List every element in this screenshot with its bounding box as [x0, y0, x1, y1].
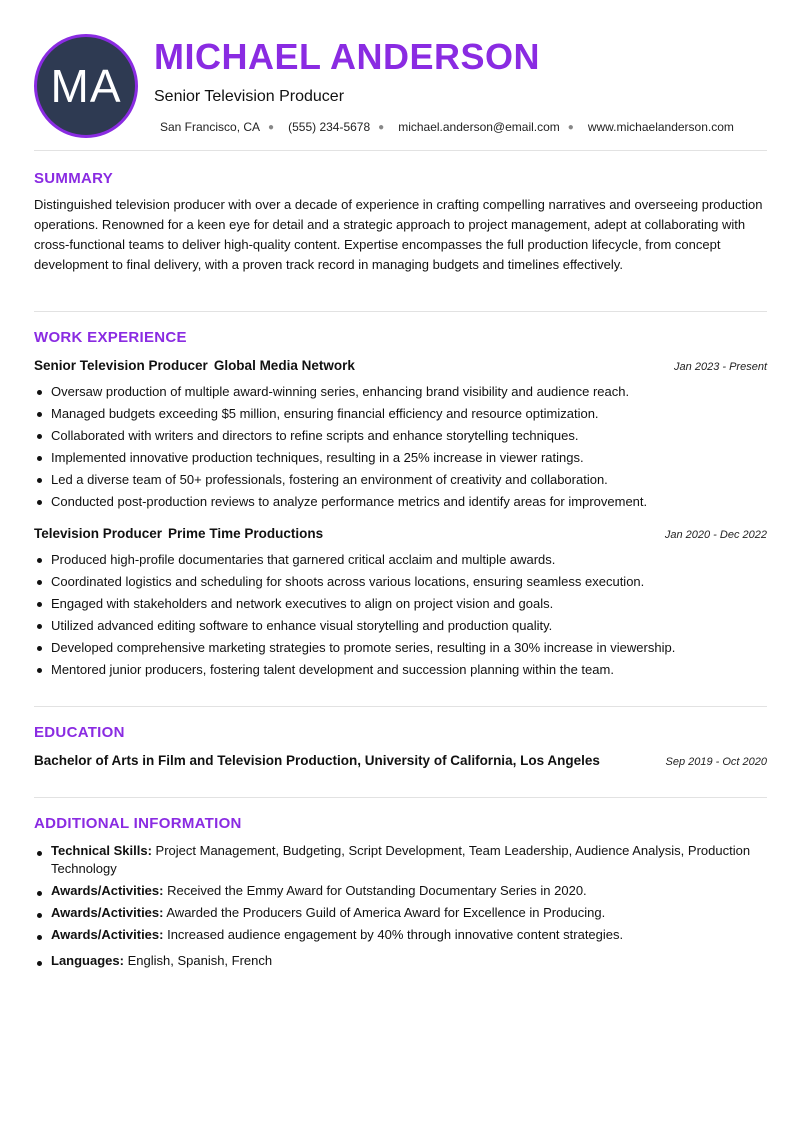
list-item: Conducted post-production reviews to analyze performance metrics and identify areas for improvement.: [34, 491, 767, 513]
divider: [34, 311, 767, 312]
job-title-line: [34, 358, 355, 373]
list-item: [34, 952, 767, 970]
item-label: Awards/Activities:: [51, 927, 164, 942]
separator-dot: ●: [567, 121, 574, 133]
contact-email-link[interactable]: michael.anderson@email.com: [398, 120, 560, 134]
contact-website-link[interactable]: www.michaelanderson.com: [587, 120, 734, 134]
item-text: Increased audience engagement by 40% through innovative content strategies.: [167, 927, 624, 942]
list-item: Produced high-profile documentaries that garnered critical acclaim and multiple awards.: [34, 549, 767, 571]
contact-phone: (555) 234-5678: [288, 120, 371, 134]
list-item: Developed comprehensive marketing strategies to promote series, resulting in a 30% increase in viewership.: [34, 637, 767, 659]
job-bullets: [34, 381, 767, 513]
list-item: Mentored junior producers, fostering talent development and succession planning within the team.: [34, 659, 767, 681]
list-item: Managed budgets exceeding $5 million, ensuring financial efficiency and resource optimization.: [34, 403, 767, 425]
item-label: Technical Skills:: [51, 843, 152, 858]
additional-info-list: [34, 842, 767, 974]
list-item: [34, 926, 767, 944]
candidate-name: MICHAEL ANDERSON: [154, 36, 541, 77]
separator-dot: ●: [378, 121, 385, 133]
item-text: Awarded the Producers Guild of America Award for Excellence in Producing.: [166, 905, 606, 920]
job-header: [34, 358, 767, 373]
job-company: Prime Time Productions: [168, 526, 324, 541]
item-label: Awards/Activities:: [51, 883, 164, 898]
divider: [34, 706, 767, 707]
contact-info: [160, 120, 734, 134]
avatar: [34, 34, 138, 138]
list-item: Utilized advanced editing software to enhance visual storytelling and production quality.: [34, 615, 767, 637]
item-text: Received the Emmy Award for Outstanding Documentary Series in 2020.: [167, 883, 587, 898]
item-label: Languages:: [51, 953, 124, 968]
separator-dot: ●: [268, 121, 275, 133]
job-dates: Jan 2020 - Dec 2022: [664, 529, 767, 541]
additional-info-heading: ADDITIONAL INFORMATION: [34, 815, 242, 832]
contact-location: San Francisco, CA: [160, 120, 261, 134]
list-item: Coordinated logistics and scheduling for shoots across various locations, ensuring seamless execution.: [34, 571, 767, 593]
summary-heading: SUMMARY: [34, 170, 114, 187]
list-item: Led a diverse team of 50+ professionals, fostering an environment of creativity and collaboration.: [34, 469, 767, 491]
list-item: Implemented innovative production techniques, resulting in a 25% increase in viewer ratings.: [34, 447, 767, 469]
education-heading: EDUCATION: [34, 724, 125, 741]
list-item: [34, 882, 767, 900]
list-item: Oversaw production of multiple award-winning series, enhancing brand visibility and audience reach.: [34, 381, 767, 403]
job-title-line: [34, 526, 323, 541]
job-company: Global Media Network: [213, 358, 355, 373]
work-experience-heading: WORK EXPERIENCE: [34, 329, 187, 346]
list-item: [34, 842, 767, 878]
job-title: Senior Television Producer: [34, 358, 208, 373]
job-bullets: [34, 549, 767, 681]
education-entry: [34, 753, 767, 768]
education-dates: Sep 2019 - Oct 2020: [665, 756, 767, 768]
avatar-initials: MA: [50, 60, 122, 112]
candidate-title: Senior Television Producer: [154, 88, 345, 105]
summary-text: Distinguished television producer with over a decade of experience in crafting compelling narratives and overseeing production operations. Renowned for a keen eye for detail and a strategic approach to project management, adept at collaborating with cross-functional teams to deliver high-quality content. Expertise encompasses the full production lifecycle, from concept development to final delivery, with a proven track record in managing budgets and timelines effectively.: [34, 197, 763, 272]
item-label: Awards/Activities:: [51, 905, 164, 920]
divider: [34, 150, 767, 151]
list-item: Collaborated with writers and directors to refine scripts and enhance storytelling techniques.: [34, 425, 767, 447]
education-degree: Bachelor of Arts in Film and Television Production, University of California, Los Angeles: [34, 753, 600, 768]
job-header: [34, 526, 767, 541]
list-item: [34, 904, 767, 922]
item-text: Project Management, Budgeting, Script Development, Team Leadership, Audience Analysis, Production Technology: [51, 843, 751, 876]
job-dates: Jan 2023 - Present: [674, 361, 767, 373]
job-title: Television Producer: [34, 526, 163, 541]
divider: [34, 797, 767, 798]
list-item: Engaged with stakeholders and network executives to align on project vision and goals.: [34, 593, 767, 615]
item-text: English, Spanish, French: [127, 953, 273, 968]
